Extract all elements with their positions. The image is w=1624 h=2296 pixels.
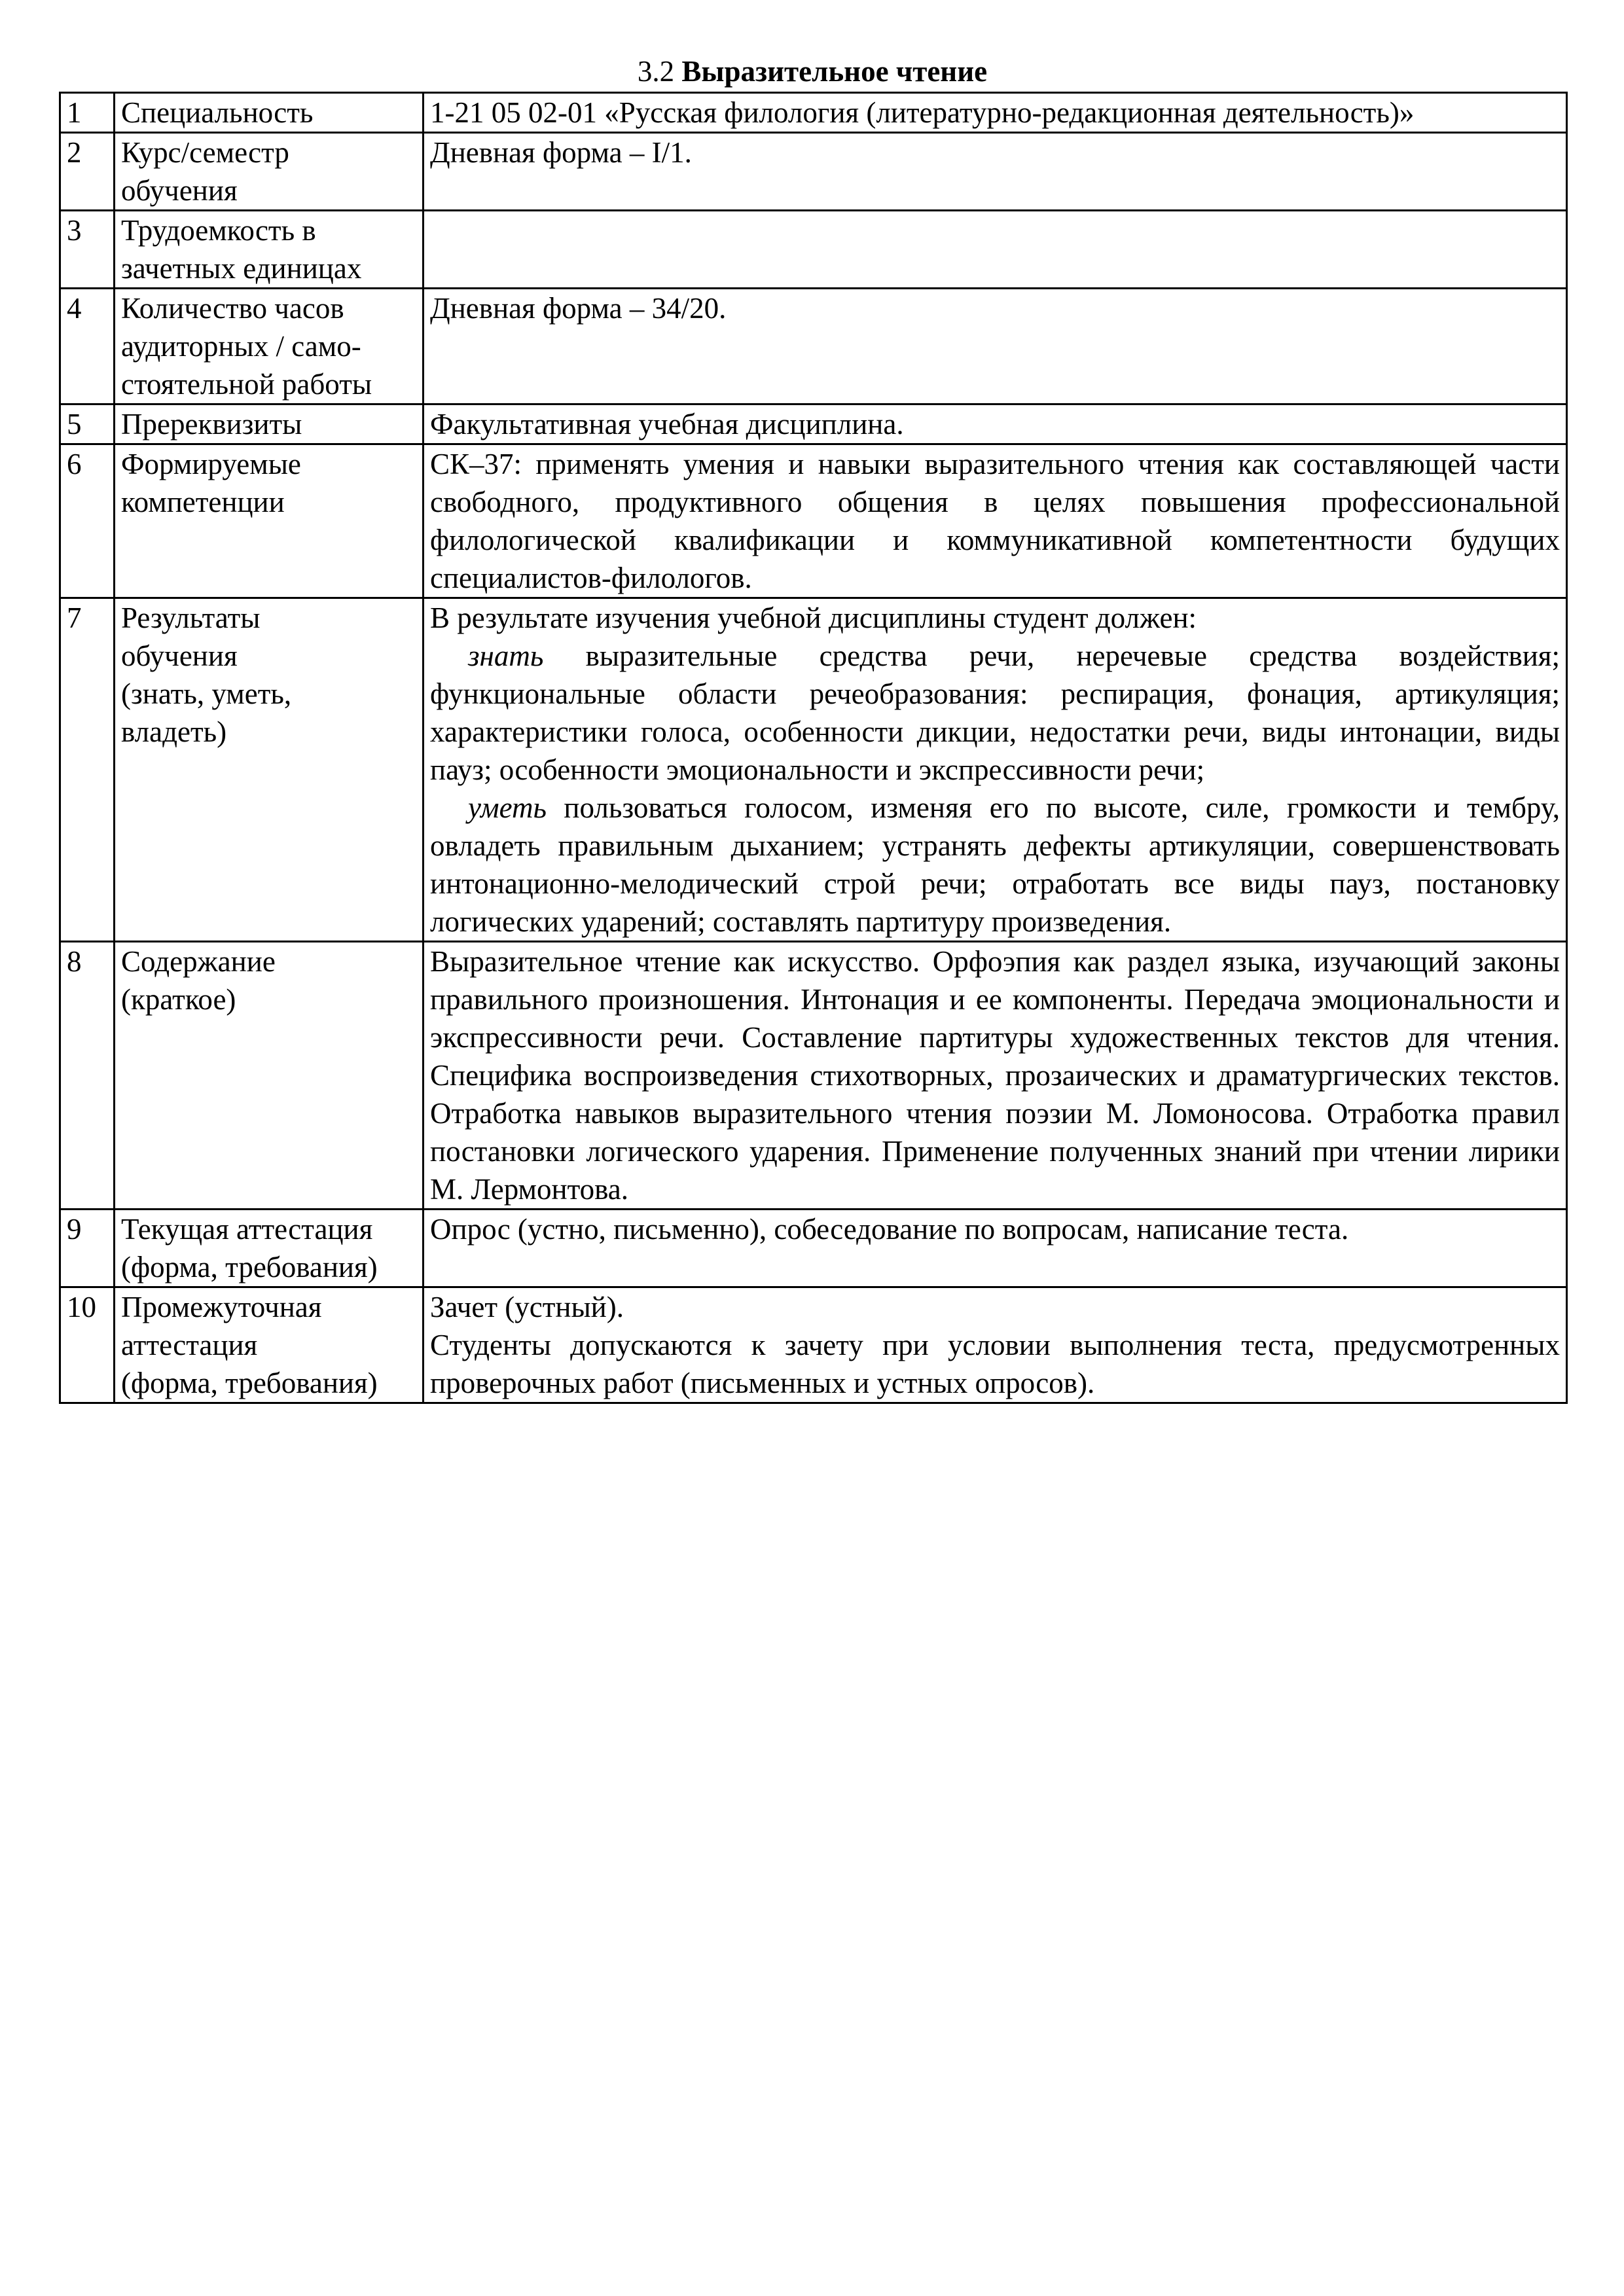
row-number: 1 <box>60 93 115 133</box>
table-row <box>60 444 1567 598</box>
row-content <box>424 1287 1567 1403</box>
content-paragraph: Дневная форма – 34/20. <box>430 292 727 325</box>
content-paragraph <box>430 637 1560 789</box>
table-row <box>60 133 1567 211</box>
content-paragraph: СК–37: применять умения и навыки выразительного чтения как составляющей части свободного, продуктивного общения в целях повышения профессиональной филологической квалификации и коммуникативной компетентности будущих специалистов-филологов. <box>430 448 1560 594</box>
row-content <box>424 404 1567 444</box>
row-content <box>424 133 1567 211</box>
row-content <box>424 942 1567 1210</box>
row-content <box>424 444 1567 598</box>
row-content <box>424 211 1567 289</box>
row-number: 9 <box>60 1210 115 1287</box>
table-row <box>60 404 1567 444</box>
row-content <box>424 1210 1567 1287</box>
content-paragraph: Выразительное чтение как искусство. Орфоэпия как раздел языка, изучающий законы правильного произношения. Интонация и ее компоненты. Передача эмоциональности и экспрессивности речи. Составление партитуры художественных текстов для чтения. Специфика воспроизведения стихотворных, прозаических и драматургических текстов. Отработка навыков выразительного чтения поэзии М. Ломоносова. Отработка правил постановки логического ударения. Применение полученных знаний при чтении лирики М. Лермонтова. <box>430 945 1560 1206</box>
paragraph-text: пользоваться голосом, изменяя его по высоте, силе, громкости и тембру, овладеть правильным дыханием; устранять дефекты артикуляции, совершенствовать интонационно-мелодический строй речи; отработать все виды пауз, постановку логических ударений; составлять партитуру произведения. <box>430 791 1560 938</box>
table-row <box>60 1287 1567 1403</box>
table-row <box>60 598 1567 942</box>
content-paragraph: Дневная форма – I/1. <box>430 136 692 169</box>
emphasis-term: знать <box>468 639 544 672</box>
row-number: 2 <box>60 133 115 211</box>
row-label: Курс/семестр обучения <box>115 133 424 211</box>
content-paragraph: Факультативная учебная дисциплина. <box>430 408 904 440</box>
content-paragraph: В результате изучения учебной дисциплины студент должен: <box>430 601 1197 634</box>
content-paragraph: Зачет (устный). <box>430 1291 624 1323</box>
row-number: 5 <box>60 404 115 444</box>
page-title <box>59 52 1566 90</box>
row-label: Формируемые компетенции <box>115 444 424 598</box>
row-label: Специальность <box>115 93 424 133</box>
discipline-table <box>59 92 1568 1404</box>
row-label: Промежуточная аттестация (форма, требования) <box>115 1287 424 1403</box>
row-label: Трудоемкость в зачетных единицах <box>115 211 424 289</box>
row-label: Содержание (краткое) <box>115 942 424 1210</box>
row-number: 6 <box>60 444 115 598</box>
row-content <box>424 289 1567 404</box>
emphasis-term: уметь <box>468 791 547 824</box>
table-row <box>60 289 1567 404</box>
row-label: Количество часов аудиторных / само- стоятельной работы <box>115 289 424 404</box>
row-label: Результаты обучения (знать, уметь, владеть) <box>115 598 424 942</box>
content-paragraph <box>430 789 1560 941</box>
section-number: 3.2 <box>637 55 675 88</box>
paragraph-text: выразительные средства речи, неречевые средства воздействия; функциональные области речеобразования: респирация, фонация, артикуляция; характеристики голоса, особенности дикции, недостатки речи, виды интонации, виды пауз; особенности эмоциональности и экспрессивности речи; <box>430 639 1560 786</box>
table-row <box>60 93 1567 133</box>
row-label: Текущая аттестация (форма, требования) <box>115 1210 424 1287</box>
content-paragraph: Студенты допускаются к зачету при условии выполнения теста, предусмотренных проверочных работ (письменных и устных опросов). <box>430 1329 1560 1399</box>
table-row <box>60 942 1567 1210</box>
table-row <box>60 211 1567 289</box>
section-title: Выразительное чтение <box>681 55 988 88</box>
row-label: Пререквизиты <box>115 404 424 444</box>
table-row <box>60 1210 1567 1287</box>
row-content <box>424 93 1567 133</box>
row-content <box>424 598 1567 942</box>
row-number: 7 <box>60 598 115 942</box>
row-number: 4 <box>60 289 115 404</box>
row-number: 3 <box>60 211 115 289</box>
row-number: 10 <box>60 1287 115 1403</box>
content-paragraph: Опрос (устно, письменно), собеседование по вопросам, написание теста. <box>430 1213 1349 1246</box>
row-number: 8 <box>60 942 115 1210</box>
content-paragraph: 1-21 05 02-01 «Русская филология (литературно-редакционная деятельность)» <box>430 96 1415 129</box>
